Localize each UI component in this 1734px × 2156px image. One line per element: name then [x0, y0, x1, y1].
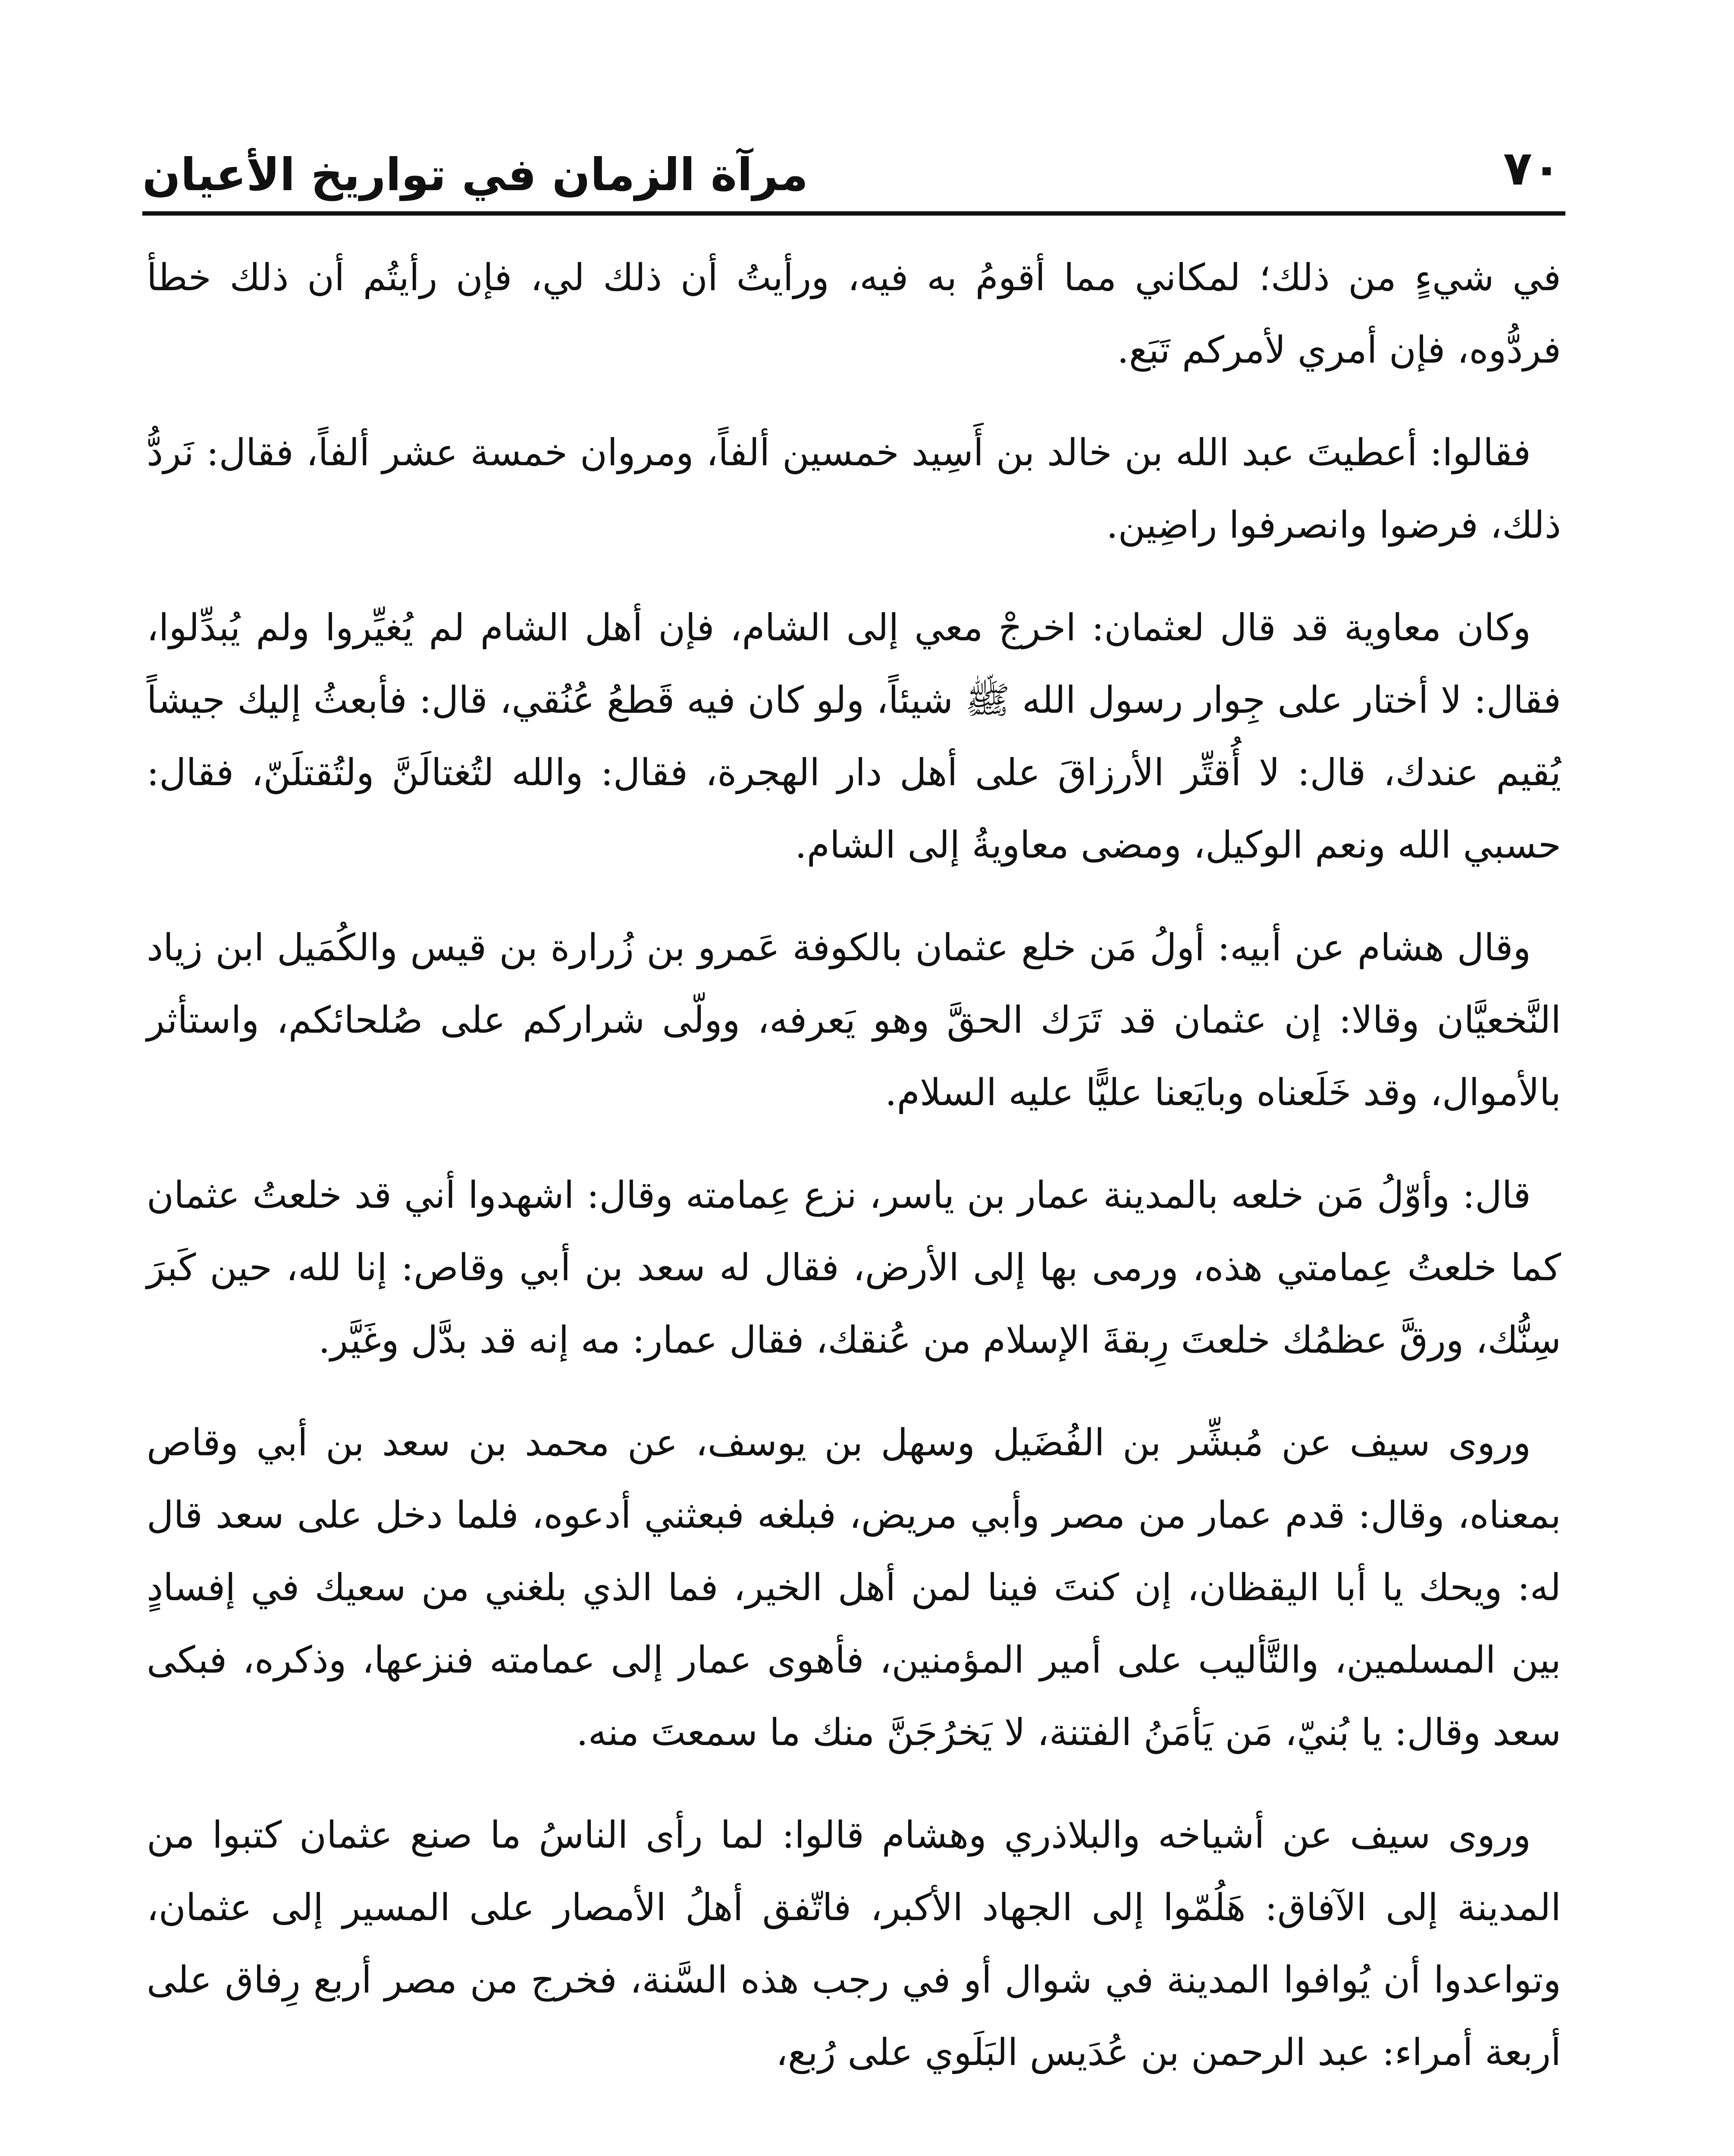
page-number: ٧٠ [1503, 141, 1561, 196]
paragraph-6: وروى سيف عن مُبشِّر بن الفُضَيل وسهل بن يوسف، عن محمد بن سعد بن أبي وقاص بمعناه، وقال: قدم عمار من مصر وأبي مريض، فبلغه فبعثني أدعوه، فلما دخل على سعد قال له: ويحك يا أبا اليقظان، إن كنتَ فينا لمن أهل الخير، فما الذي بلغني من سعيك في إفسادٍ بين المسلمين، والتَّأليب على أمير المؤمنين، فأهوى عمار إلى عمامته فنزعها، وذكره، فبكى سعد وقال: يا بُنيّ، مَن يَأمَنُ الفتنة، لا يَخرُجَنَّ منك ما سمعتَ منه. [147, 1421, 1561, 1754]
paragraph-4: وقال هشام عن أبيه: أولُ مَن خلع عثمان بالكوفة عَمرو بن زُرارة بن قيس والكُمَيل ابن زياد النَّخعيَّان وقالا: إن عثمان قد تَرَك الحقَّ وهو يَعرفه، وولّى شراركم على صُلحائكم، واستأثر بالأموال، وقد خَلَعناه وبايَعنا عليًّا عليه السلام. [147, 926, 1561, 1114]
book-title: مرآة الزمان في تواريخ الأعيان [142, 148, 809, 201]
paragraph-3: وكان معاوية قد قال لعثمان: اخرجْ معي إلى الشام، فإن أهل الشام لم يُغيِّروا ولم يُبدِّلوا، فقال: لا أختار على جِوار رسول الله ﷺ شيئاً، ولو كان فيه قَطعُ عُنُقي، قال: فأبعثُ إليك جيشاً يُقيم عندك، قال: لا أُقتِّر الأرزاقَ على أهل دار الهجرة، فقال: والله لتُغتالَنَّ ولتُقتلَنّ، فقال: حسبي الله ونعم الوكيل، ومضى معاويةُ إلى الشام. [147, 606, 1561, 867]
main-text [147, 241, 1561, 2119]
header-divider [142, 211, 1565, 216]
paragraph-5: قال: وأوّلُ مَن خلعه بالمدينة عمار بن ياسر، نزع عِمامته وقال: اشهدوا أني قد خلعتُ عثمان كما خلعتُ عِمامتي هذه، ورمى بها إلى الأرض، فقال له سعد بن أبي وقاص: إنا لله، حين كَبرَ سِنُّك، ورقَّ عظمُك خلعتَ رِبقةَ الإسلام من عُنقك، فقال عمار: مه إنه قد بدَّل وغَيَّر. [147, 1174, 1561, 1362]
running-header [142, 129, 1561, 216]
paragraph-7: وروى سيف عن أشياخه والبلاذري وهشام قالوا: لما رأى الناسُ ما صنع عثمان كتبوا من المدينة إلى الآفاق: هَلُمّوا إلى الجهاد الأكبر، فاتّفق أهلُ الأمصار على المسير إلى عثمان، وتواعدوا أن يُوافوا المدينة في شوال أو في رجب هذه السَّنة، فخرج من مصر أربع رِفاق على أربعة أمراء: عبد الرحمن بن عُدَيس البَلَوي على رُبع، [147, 1814, 1561, 2074]
paragraph-2: فقالوا: أعطيتَ عبد الله بن خالد بن أَسِيد خمسين ألفاً، ومروان خمسة عشر ألفاً، فقال: نَردُّ ذلك، فرضوا وانصرفوا راضِين. [147, 431, 1561, 547]
paragraph-1: في شيءٍ من ذلك؛ لمكاني مما أقومُ به فيه، ورأيتُ أن ذلك لي، فإن رأيتُم أن ذلك خطأ فردُّوه، فإن أمري لأمركم تَبَع. [147, 256, 1561, 372]
